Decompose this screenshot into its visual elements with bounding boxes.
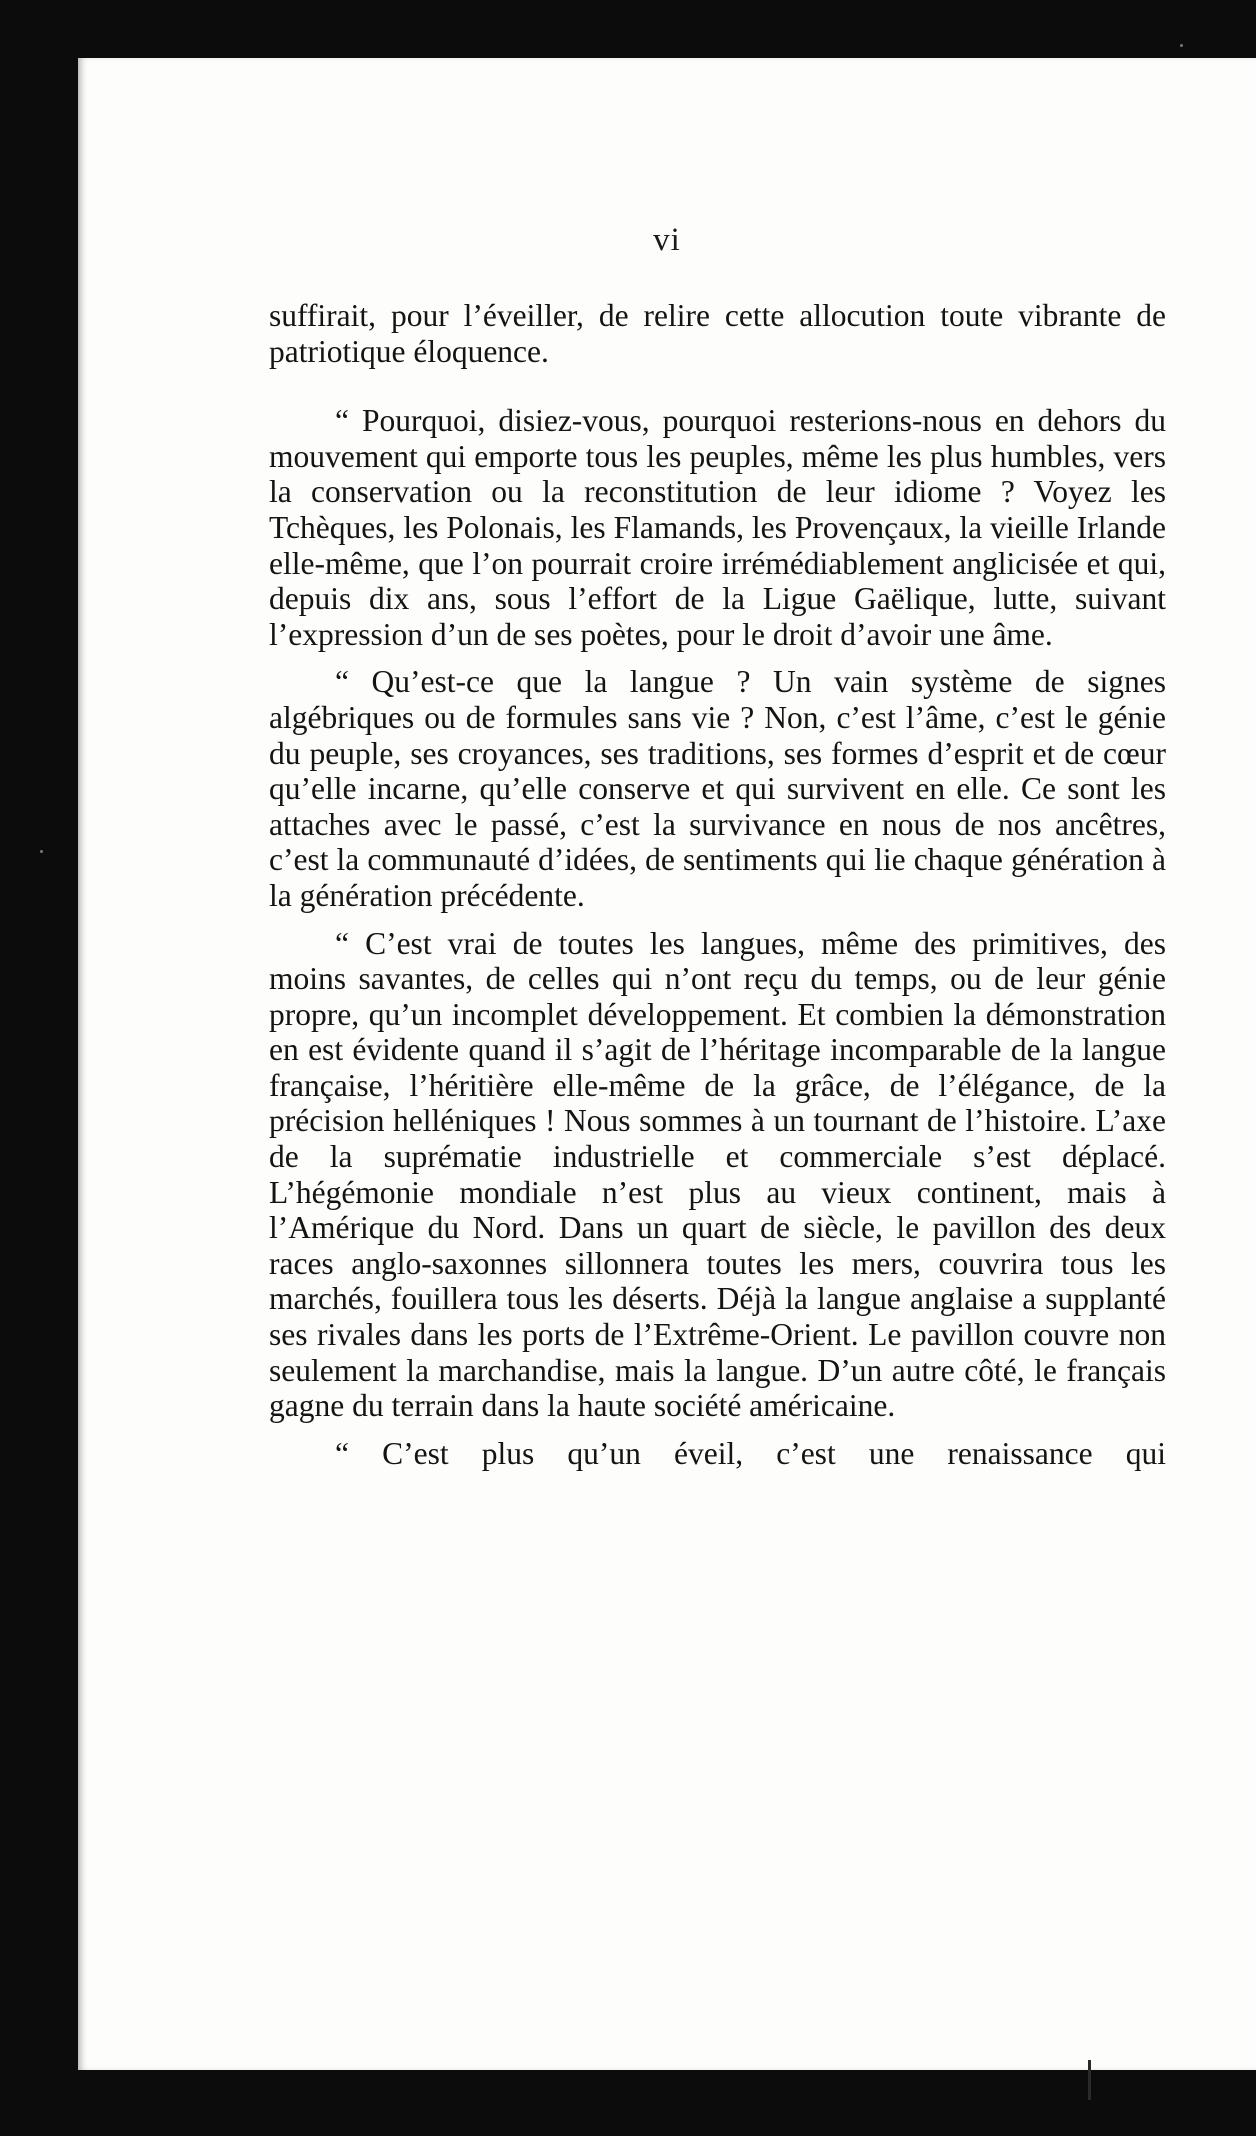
dust-speck — [40, 850, 43, 853]
dust-speck — [1180, 44, 1183, 47]
body-text — [269, 298, 1166, 1471]
page-number: vi — [653, 222, 681, 258]
paragraph-continuation: suffirait, pour l’éveiller, de relire cette allocution toute vibrante de patriotique éloquence. — [269, 298, 1166, 369]
paragraph-quote-3: “ C’est vrai de toutes les langues, même des primitives, des moins savantes, de celles qui n’ont reçu du temps, ou de leur génie propre, qu’un incomplet développement. Et combien la démonstration en est évidente quand il s’agit de l’héritage incomparable de la langue française, l’héritière elle-même de la grâce, de l’élégance, de la précision helléniques ! Nous sommes à un tournant de l’histoire. L’axe de la suprématie industrielle et commerciale s’est déplacé. L’hégémonie mondiale n’est plus au vieux continent, mais à l’Amérique du Nord. Dans un quart de siècle, le pavillon des deux races anglo-saxonnes sillonnera toutes les mers, couvrira tous les marchés, fouillera tous les déserts. Déjà la langue anglaise a supplanté ses rivales dans les ports de l’Extrême-Orient. Le pavillon couvre non seulement la marchandise, mais la langue. D’un autre côté, le français gagne du terrain dans la haute société américaine. — [269, 925, 1166, 1424]
paragraph-quote-4: “ C’est plus qu’un éveil, c’est une renaissance qui — [335, 1435, 1166, 1471]
paragraph-quote-2: “ Qu’est-ce que la langue ? Un vain système de signes algébriques ou de formules sans vie ? Non, c’est l’âme, c’est le génie du peuple, ses croyances, ses traditions, ses formes d’esprit et de cœur qu’elle incarne, qu’elle conserve et qui survivent en elle. Ce sont les attaches avec le passé, c’est la survivance en nous de nos ancêtres, c’est la communauté d’idées, de sentiments qui lie chaque génération à la génération précédente. — [269, 664, 1166, 913]
paragraph-quote-1: “ Pourquoi, disiez-vous, pourquoi resterions-nous en dehors du mouvement qui emporte tous les peuples, même les plus humbles, vers la conservation ou la reconstitution de leur idiome ? Voyez les Tchèques, les Polonais, les Flamands, les Provençaux, la vieille Irlande elle-même, que l’on pourrait croire irrémédiablement anglicisée et qui, depuis dix ans, sous l’effort de la Ligue Gaëlique, lutte, suivant l’expression d’un de ses poètes, pour le droit d’avoir une âme. — [269, 403, 1166, 652]
scan-edge-mark — [1088, 2060, 1091, 2100]
